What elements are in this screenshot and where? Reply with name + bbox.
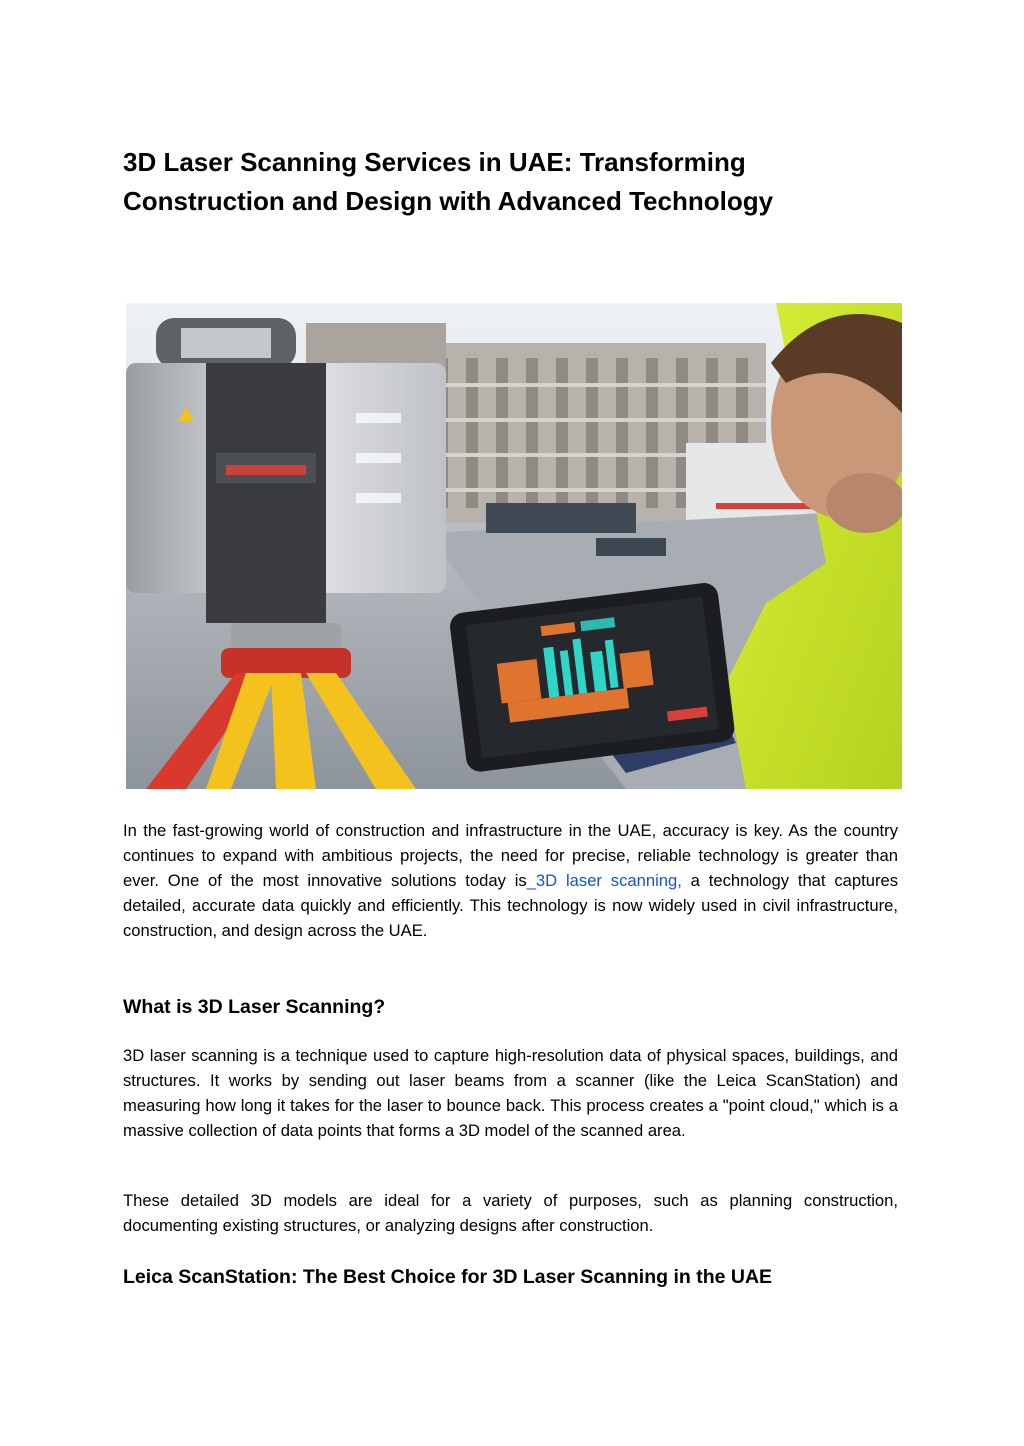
page-title: 3D Laser Scanning Services in UAE: Transforming Construction and Design with Advanced Technology [123, 147, 774, 216]
3d-laser-scanning-link[interactable]: _3D laser scanning, [526, 871, 682, 890]
intro-paragraph [123, 818, 898, 943]
what-is-paragraph-2: These detailed 3D models are ideal for a variety of purposes, such as planning construction, documenting existing structures, or analyzing designs after construction. [123, 1191, 898, 1235]
intro-text-after-link: a technology that captures detailed, accurate data quickly and efficiently. This technology is now widely used in civil infrastructure, construction, and design across the UAE. [123, 871, 898, 940]
section-heading-leica: Leica ScanStation: The Best Choice for 3D Laser Scanning in the UAE [123, 1266, 773, 1288]
what-is-paragraph-1: 3D laser scanning is a technique used to capture high-resolution data of physical spaces, buildings, and structures. It works by sending out laser beams from a scanner (like the Leica ScanStation) and measuring how long it takes for the laser to bounce back. This process creates a "point cloud," which is a massive collection of data points that forms a 3D model of the scanned area. [123, 1046, 898, 1140]
section-heading-what-is: What is 3D Laser Scanning? [123, 996, 386, 1018]
photo-icon [126, 303, 902, 789]
intro-text: In the fast-growing world of construction and infrastructure in the UAE, accuracy is key. As the country continues to expand with ambitious projects, the need for precise, reliable technology is greater than ever. One of the most innovative solutions today is [123, 821, 898, 890]
hero-image [126, 303, 902, 789]
